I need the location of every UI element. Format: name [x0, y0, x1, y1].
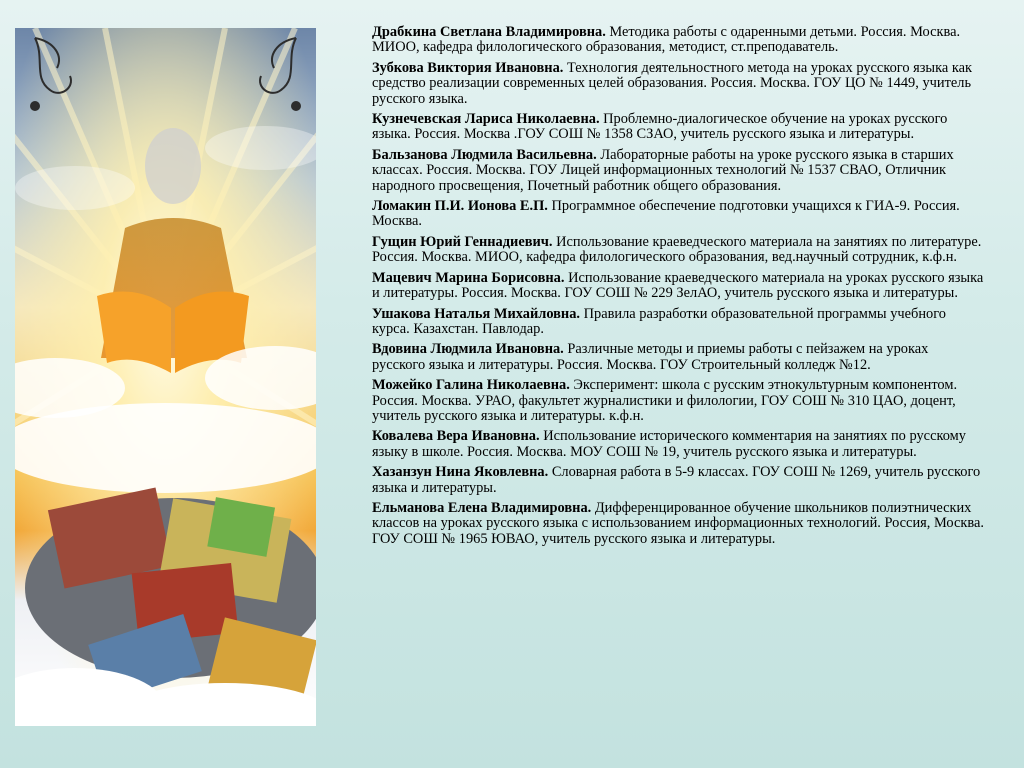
author-name: Драбкина Светлана Владимировна.: [372, 24, 606, 40]
author-name: Гущин Юрий Геннадиевич.: [372, 233, 553, 250]
decorative-illustration: [15, 28, 316, 726]
author-name: Можейко Галина Николаевна.: [372, 377, 570, 394]
author-name: Ельманова Елена Владимировна.: [372, 499, 592, 516]
author-name: Мацевич Марина Борисовна.: [372, 269, 565, 286]
author-name: Зубкова Виктория Ивановна.: [372, 59, 564, 76]
list-item: [372, 235, 984, 266]
author-description: Дифференцированное обучение школьников полиэтнических классов на уроках русского языка с использованием информационных технологий. Россия, Москва. ГОУ СОШ № 1965 ЮВАО, учитель русского языка и литературы.: [372, 499, 984, 547]
list-item: [372, 148, 984, 194]
author-description: Различные методы и приемы работы с пейзажем на уроках русского языка и литературы. Россия. Москва. ГОУ Строительный колледж №12.: [372, 341, 929, 373]
author-description: Правила разработки образовательной программы учебного курса. Казахстан. Павлодар.: [372, 305, 946, 337]
author-name: Вдовина Людмила Ивановна.: [372, 341, 564, 358]
list-item: [372, 465, 984, 496]
author-description: Методика работы с одаренными детьми. Россия. Москва. МИОО, кафедра филологического образования, методист, ст.преподаватель.: [372, 24, 961, 56]
author-description: Использование краеведческого материала на занятиях по литературе. Россия. Москва. МИОО, кафедра филологического образования, вед.научный сотрудник, к.ф.н.: [372, 233, 982, 266]
list-item: [372, 61, 984, 107]
author-description: Словарная работа в 5-9 классах. ГОУ СОШ № 1269, учитель русского языка и литературы.: [372, 464, 981, 496]
author-list: [372, 25, 984, 552]
list-item: [372, 342, 984, 373]
list-item: [372, 112, 984, 143]
author-description: Лабораторные работы на уроке русского языка в старших классах. Россия. Москва. ГОУ Лицей информационных технологий № 1537 СВАО, Отличник народного просвещения, Почетный работник общего образования.: [372, 146, 954, 194]
author-description: Эксперимент: школа с русским этнокультурным компонентом. Россия. Москва. УРАО, факультет журналистики и филологии, ГОУ СОШ № 310 ЦАО, доцент, учитель русского языка и литературы. к.ф.н.: [372, 377, 958, 424]
list-item: [372, 429, 984, 460]
author-description: Использование краеведческого материала на уроках русского языка и литературы. Россия. Москва. ГОУ СОШ № 229 ЗелАО, учитель русского языка и литературы.: [372, 269, 984, 302]
author-description: Технология деятельностного метода на уроках русского языка как средство реализации современных целей образования. Россия. Москва. ГОУ ЦО № 1449, учитель русского языка.: [372, 59, 972, 107]
author-name: Бальзанова Людмила Васильевна.: [372, 146, 597, 163]
list-item: [372, 307, 984, 338]
author-name: Ломакин П.И. Ионова Е.П.: [372, 198, 548, 215]
list-item: [372, 25, 984, 56]
list-item: [372, 501, 984, 547]
author-name: Кузнечевская Лариса Николаевна.: [372, 111, 600, 128]
author-name: Хазанзун Нина Яковлевна.: [372, 464, 549, 481]
author-description: Программное обеспечение подготовки учащихся к ГИА-9. Россия. Москва.: [372, 198, 960, 230]
list-item: [372, 271, 984, 302]
list-item: [372, 199, 984, 230]
author-description: Использование исторического комментария на занятиях по русскому языку в школе. Россия. Москва. МОУ СОШ № 19, учитель русского языка и литературы.: [372, 428, 966, 460]
author-description: Проблемно-диалогическое обучение на уроках русского языка. Россия. Москва .ГОУ СОШ № 1358 СЗАО, учитель русского языка и литературы.: [372, 111, 948, 143]
list-item: [372, 378, 984, 424]
author-name: Ушакова Наталья Михайловна.: [372, 305, 581, 322]
author-name: Ковалева Вера Ивановна.: [372, 428, 540, 445]
